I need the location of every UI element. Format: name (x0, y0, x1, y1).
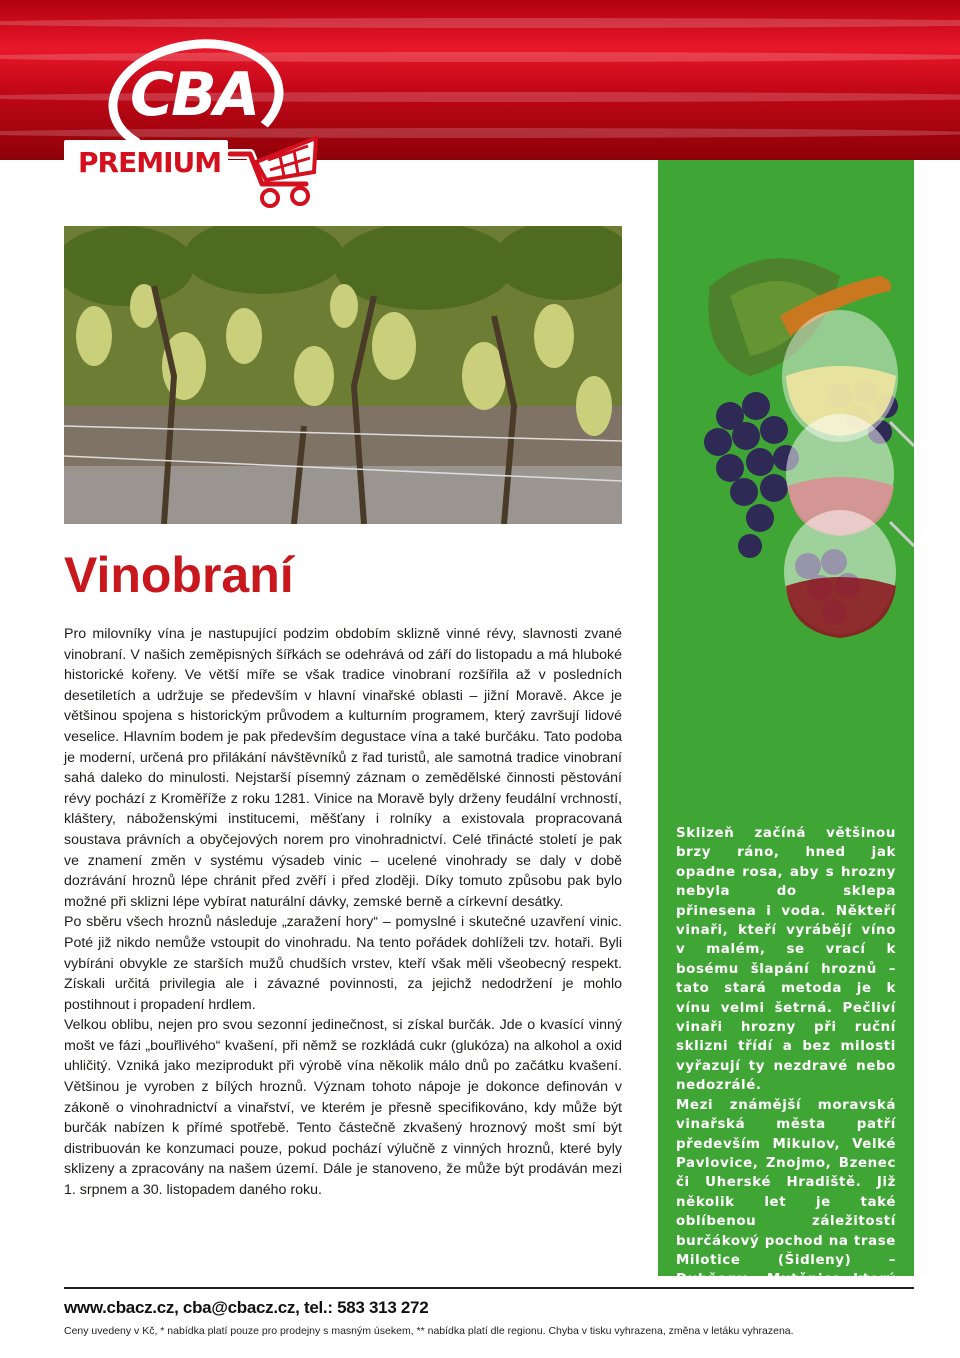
wine-glasses-illustration (690, 246, 914, 666)
header-streak (0, 18, 960, 28)
sidebar-paragraph: Mezi známější moravská vinařská města patří především Mikulov, Velké Pavlovice, Znojmo, Bzenec či Uherské Hradiště. Již několik let je také oblíbenou záležitostí burčákový pochod na trase Milotice (Šidleny) – Dubňany – Mutěnice, který se koná vždy druhou říjnovou sobotu. (676, 1097, 896, 1327)
vineyard-photo-art (64, 226, 622, 524)
article-body (64, 624, 622, 1201)
article-title: Vinobraní (64, 547, 294, 603)
sidebar-text (676, 824, 896, 1329)
cart-icon (228, 132, 324, 212)
sidebar-paragraph: Sklizeň začíná většinou brzy ráno, hned jak opadne rosa, aby s hrozny nebyla do sklepa přinesena i voda. Někteří vinaři, kteří vyrábějí víno v malém, se vrací k bosému šlapání hroznů – tato stará metoda je k vínu velmi šetrná. Pečliví vinaři hrozny při ruční sklizni třídí a bez milosti vyřazují ty nezdravé nebo nedozrálé. (676, 826, 896, 1094)
footer-contact[interactable]: www.cbacz.cz, cba@cbacz.cz, tel.: 583 313 272 (64, 1298, 429, 1317)
premium-badge (64, 140, 228, 184)
article-paragraph: Po sběru všech hroznů následuje „zaražení hory“ – pomyslné i skutečné uzavření vinic. Poté již nikdo nemůže vstoupit do vinohradu. Na tento pořádek dohlíželi tzv. hotaři. Byli vybíráni obvykle ze starších mužů chudších vrstev, kteří však měli všeobecný respekt. Získali určitá privilegia ale i závazné povinnosti, za jejichž nedodržení je mohlo postihnout i propadení hrdlem. (64, 914, 622, 1013)
logo-text: CBA (130, 60, 258, 130)
article-paragraph: Velkou oblibu, nejen pro svou sezonní jedinečnost, si získal burčák. Jde o kvasící vinný mošt ve fázi „bouřlivého“ kvašení, při němž se rozkládá cukr (glukóza) na alkohol a oxid uhličitý. Vzniká jako meziprodukt při výrobě vína několik málo dnů po začátku kvašení. Většinou je vyroben z bílých hroznů. Význam tohoto nápoje je dokonce definován v zákoně o vinohradnictví a vinařství, ve kterém je přesně specifikováno, kdy může být burčák nabízen k přímé spotřebě. Tento částečně zkvašený hroznový mošt smí být distribuován ke konzumaci pouze, pokud pochází výlučně z vinných hroznů, které byly sklizeny a zpracovány na našem území. Dále je stanoveno, že může být prodáván mezi 1. srpnem a 30. listopadem daného roku. (64, 1017, 622, 1199)
cba-premium-logo (60, 36, 340, 216)
premium-label: PREMIUM (78, 146, 222, 179)
footer-disclaimer: Ceny uvedeny v Kč, * nabídka platí pouze pro prodejny s masným úsekem, ** nabídka platí dle regionu. Chyba v tisku vyhrazena, změna v letáku vyhrazena. (64, 1325, 794, 1337)
vineyard-photo (64, 226, 622, 524)
article-paragraph: Pro milovníky vína je nastupující podzim obdobím sklizně vinné révy, slavnosti zvané vinobraní. V našich zeměpisných šířkách se odehrává od září do listopadu a má hluboké historické kořeny. Ve větší míře se však tradice vinobraní rozšířila až v posledních desetiletích a udržuje se především v hlavní vinařské oblasti – jižní Moravě. Akce je většinou spojena s historickým průvodem a kulturním programem, který završují lidové veselice. Hlavním bodem je pak především degustace vína a také burčáku. Tato podoba je moderní, určená pro přilákání návštěvníků z řad turistů, ale samotná tradice vinobraní sahá daleko do minulosti. Nejstarší písemný záznam o zemědělské činnosti pěstování révy pochází z Kroměříže z roku 1281. Vinice na Moravě byly drženy feudální vrchností, kláštery, náboženskými institucemi, měšťany i rolníky a existovala propracovaná soustava právních a obyčejových norem pro vinohradnictví. Celé třinácté století je pak ve znamení změn v systému výsadeb vinic – ucelené vinohrady se daly v době dozrávání hroznů lépe chránit před zvěří i před zloději. Díky tomuto způsobu pak bylo možné při sklizni lépe vybírat naturální dávky, zemské berně a církevní desátky. (64, 626, 622, 910)
footer-divider (64, 1287, 914, 1289)
